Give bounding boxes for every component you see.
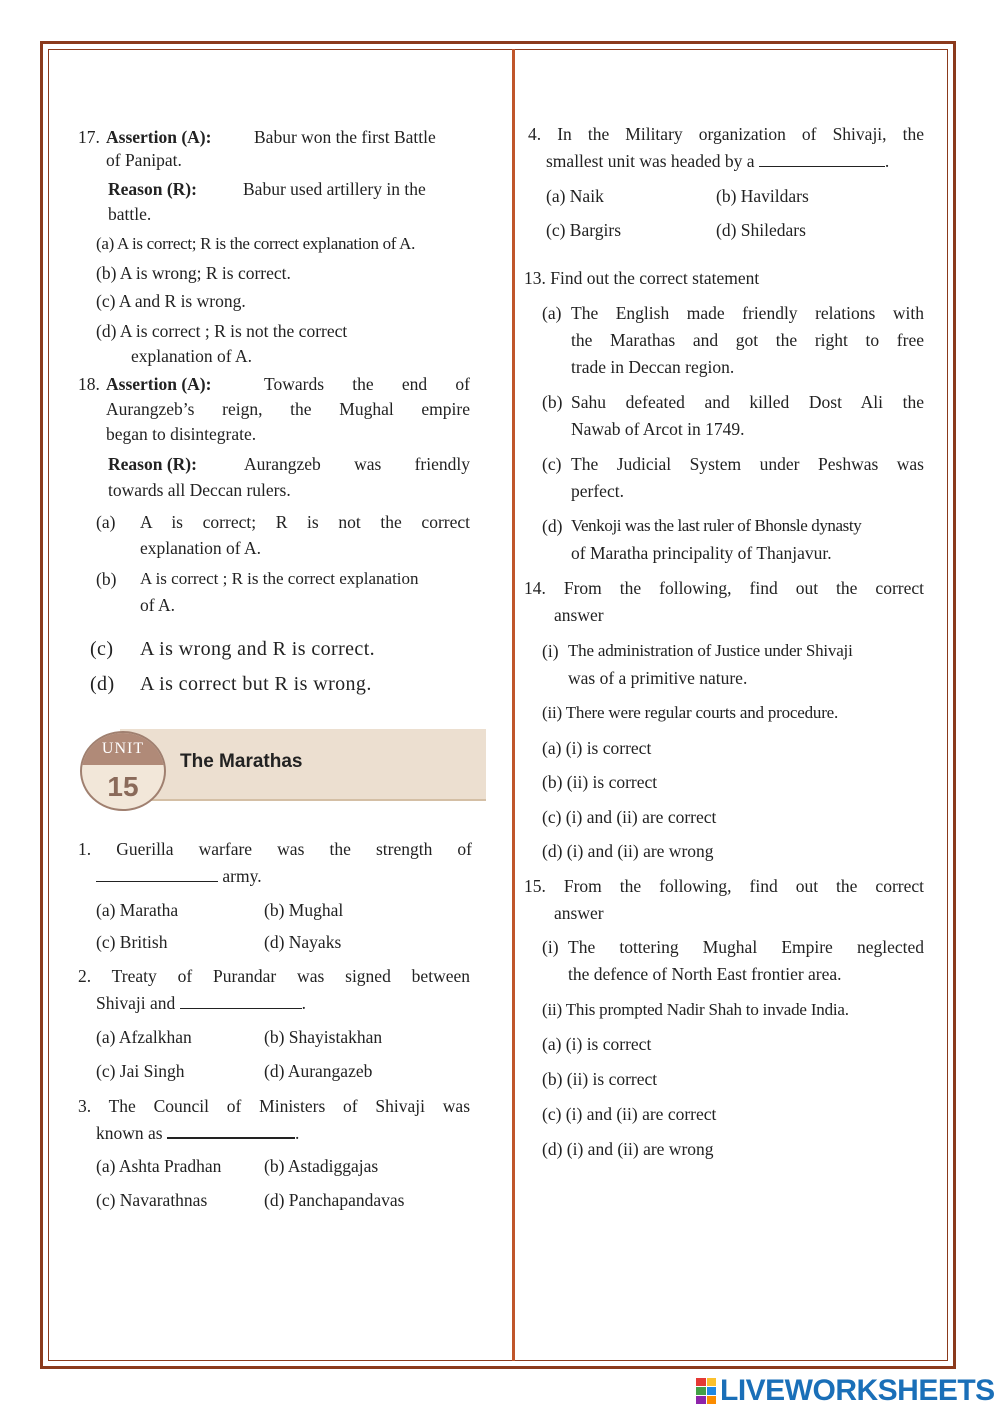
question-18-assertion-text-2: Aurangzeb’s reign, the Mughal empire [106,399,470,419]
question-17-assertion-text-2: of Panipat. [106,150,182,170]
question-13-option-c-cont: perfect. [571,481,624,501]
question-18-option-c-label[interactable]: (c) [90,638,114,660]
question-17-reason-text: Babur used artillery in the [243,179,426,199]
unit-banner-bar [120,729,486,801]
question-18-assertion-text-3: began to disintegrate. [106,424,257,444]
question-3-text: 3. The Council of Ministers of Shivaji was [78,1096,470,1116]
question-3-option-a[interactable]: (a) Ashta Pradhan [96,1156,222,1176]
question-14-statement-i: The administration of Justice under Shivaji [568,641,853,660]
unit-title: The Marathas [180,751,303,772]
question-17-assertion-label: Assertion (A): [106,127,212,147]
question-18-reason-text-2: towards all Deccan rulers. [108,480,291,500]
unit-banner [80,729,486,802]
question-1-option-b[interactable]: (b) Mughal [264,900,344,920]
liveworksheets-logo [696,1376,995,1406]
question-2-option-c[interactable]: (c) Jai Singh [96,1061,185,1081]
question-15-statement-i: The tottering Mughal Empire neglected [568,937,924,957]
liveworksheets-grid-icon [696,1378,716,1404]
question-15-option-c[interactable]: (c) (i) and (ii) are correct [542,1104,717,1124]
question-13-option-a[interactable]: The English made friendly relations with [571,303,924,323]
question-14-option-c[interactable]: (c) (i) and (ii) are correct [542,807,717,827]
question-18-option-a-label[interactable]: (a) [96,512,116,532]
question-13-option-d[interactable]: Venkoji was the last ruler of Bhonsle dynasty [571,516,862,535]
question-4-text-2: smallest unit was headed by a . [546,151,890,171]
question-15-text: 15. From the following, find out the correct [524,876,924,896]
question-4-text: 4. In the Military organization of Shivaji, the [528,124,924,144]
question-1-blank[interactable] [96,865,218,882]
question-15-statement-i-label: (i) [542,937,559,957]
question-15-statement-i-cont: the defence of North East frontier area. [568,964,842,984]
question-17-option-d-cont: explanation of A. [131,346,253,366]
question-17-assertion-text: Babur won the first Battle [254,127,436,147]
question-18-number: 18. [78,374,100,394]
question-15-statement-ii: (ii) This prompted Nadir Shah to invade India. [542,1000,849,1019]
question-18-option-b[interactable]: A is correct ; R is the correct explanation [140,569,419,588]
question-4-option-a[interactable]: (a) Naik [546,186,604,206]
question-4-option-c[interactable]: (c) Bargirs [546,220,621,240]
question-18-reason-label: Reason (R): [108,454,197,474]
question-13-option-d-label[interactable]: (d) [542,516,563,536]
question-15-option-a[interactable]: (a) (i) is correct [542,1034,652,1054]
question-2-option-d[interactable]: (d) Aurangazeb [264,1061,373,1081]
question-13-option-c-label[interactable]: (c) [542,454,562,474]
unit-badge-label: UNIT [101,740,145,757]
question-1-text: 1. Guerilla warfare was the strength of [78,839,472,859]
question-3-option-c[interactable]: (c) Navarathnas [96,1190,208,1210]
question-17-option-d[interactable]: (d) A is correct ; R is not the correct [96,321,348,341]
liveworksheets-brand: LIVEWORKSHEETS [720,1374,995,1407]
question-17-option-b[interactable]: (b) A is wrong; R is correct. [96,263,291,283]
question-18-reason-text: Aurangzeb was friendly [244,454,470,474]
question-13-option-b[interactable]: Sahu defeated and killed Dost Ali the [571,392,924,412]
question-18-option-c[interactable]: A is wrong and R is correct. [140,638,376,660]
unit-badge-number: 15 [107,771,139,802]
question-18-option-d-label[interactable]: (d) [90,673,115,695]
question-13-option-d-cont: of Maratha principality of Thanjavur. [571,543,832,563]
question-4-blank[interactable] [759,150,885,167]
question-17-number: 17. [78,127,100,147]
question-2-option-b[interactable]: (b) Shayistakhan [264,1027,383,1047]
question-4-option-b[interactable]: (b) Havildars [716,186,809,206]
question-13-option-a-cont: the Marathas and got the right to free [571,330,924,350]
question-18-option-a-cont: explanation of A. [140,538,262,558]
question-17-option-c[interactable]: (c) A and R is wrong. [96,291,246,311]
question-4-option-d[interactable]: (d) Shiledars [716,220,806,240]
question-3-blank[interactable] [167,1121,295,1139]
question-18-option-b-cont: of A. [140,595,175,615]
question-14-text-2: answer [554,605,604,625]
question-18-assertion-label: Assertion (A): [106,374,212,394]
question-1-text-2: army. [96,863,262,889]
question-2-text: 2. Treaty of Purandar was signed between [78,966,470,986]
question-18-option-b-label[interactable]: (b) [96,569,117,589]
question-14-statement-i-label: (i) [542,641,559,661]
question-15-option-d[interactable]: (d) (i) and (ii) are wrong [542,1139,714,1159]
question-18-option-a[interactable]: A is correct; R is not the correct [140,512,470,532]
question-13-option-c[interactable]: The Judicial System under Peshwas was [571,454,924,474]
question-14-text: 14. From the following, find out the correct [524,578,924,598]
question-14-statement-i-cont: was of a primitive nature. [568,668,748,688]
question-15-option-b[interactable]: (b) (ii) is correct [542,1069,658,1089]
question-13-option-a-cont-2: trade in Deccan region. [571,357,735,377]
question-14-option-a[interactable]: (a) (i) is correct [542,738,652,758]
question-14-option-b[interactable]: (b) (ii) is correct [542,772,658,792]
question-2-blank[interactable] [180,992,302,1009]
question-13-text: 13. Find out the correct statement [524,268,760,288]
question-3-text-2: known as . [96,1123,300,1143]
question-13-option-a-label[interactable]: (a) [542,303,562,323]
question-14-option-d[interactable]: (d) (i) and (ii) are wrong [542,841,714,861]
question-1-option-c[interactable]: (c) British [96,932,168,952]
question-18-assertion-text: Towards the end of [264,374,470,394]
question-17-option-a[interactable]: (a) A is correct; R is the correct explanation of A. [96,234,416,253]
question-2-option-a[interactable]: (a) Afzalkhan [96,1027,192,1047]
question-1-option-d[interactable]: (d) Nayaks [264,932,342,952]
question-14-statement-ii: (ii) There were regular courts and procedure. [542,703,839,722]
question-1-option-a[interactable]: (a) Maratha [96,900,179,920]
question-13-option-b-label[interactable]: (b) [542,392,563,412]
question-2-text-2: Shivaji and . [96,993,306,1013]
unit-badge [80,731,166,811]
question-18-option-d[interactable]: A is correct but R is wrong. [140,673,372,695]
question-3-option-d[interactable]: (d) Panchapandavas [264,1190,405,1210]
question-17-reason-text-2: battle. [108,204,152,224]
question-13-option-b-cont: Nawab of Arcot in 1749. [571,419,745,439]
question-17-reason-label: Reason (R): [108,179,197,199]
question-15-text-2: answer [554,903,604,923]
column-divider [512,49,515,1361]
question-3-option-b[interactable]: (b) Astadiggajas [264,1156,379,1176]
